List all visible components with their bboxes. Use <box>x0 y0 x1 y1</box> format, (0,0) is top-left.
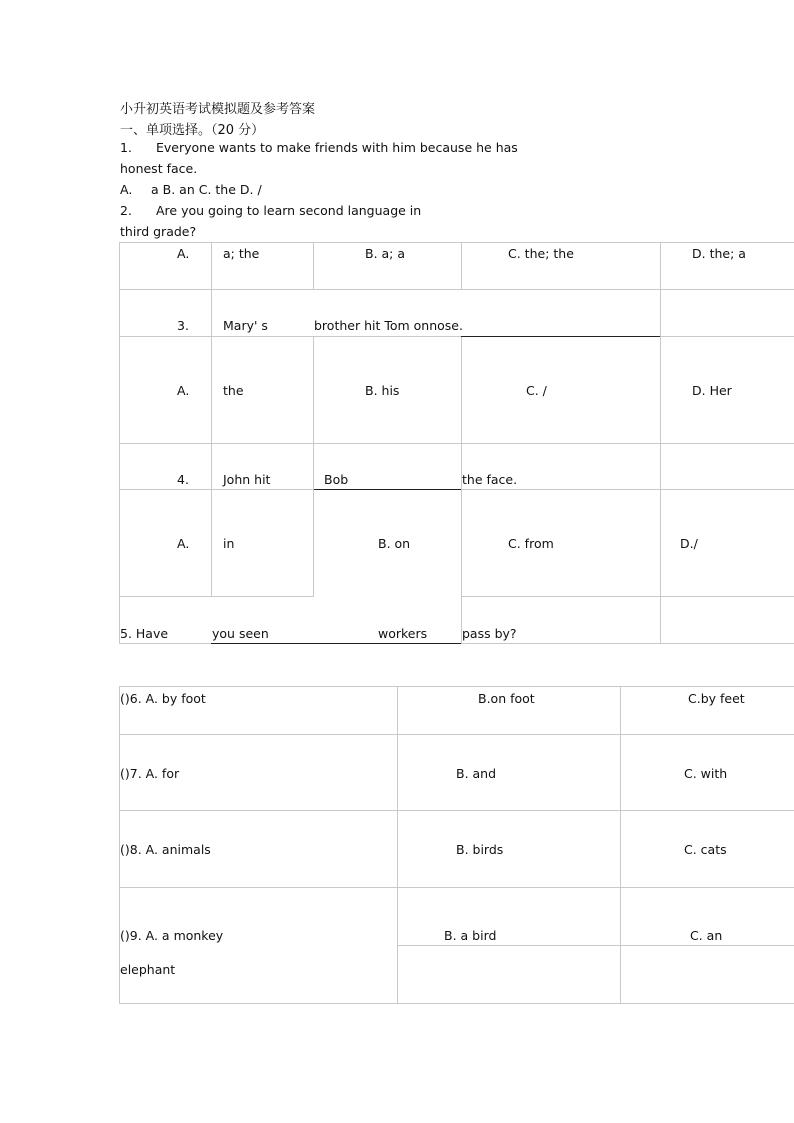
q2-option-a-label: A. <box>177 246 190 261</box>
q3-text-part1: Mary' s <box>223 318 268 333</box>
q6-option-b: B.on foot <box>478 691 535 706</box>
q9-option-a-continued: elephant <box>120 962 176 977</box>
q6-option-c: C.by feet <box>688 691 745 706</box>
q4-text-part3: the face. <box>462 472 518 487</box>
q1-options: a B. an C. the D. / <box>151 182 262 197</box>
q3-option-c: C. / <box>526 383 547 398</box>
q3-option-b: B. his <box>365 383 400 398</box>
q1-text-line1: Everyone wants to make friends with him because he has <box>156 140 518 155</box>
q5-text-part3: workers <box>378 626 428 641</box>
q8-option-b: B. birds <box>456 842 504 857</box>
q1-text-line2: honest face. <box>120 161 198 176</box>
q5-text-part1: 5. Have <box>120 626 169 641</box>
q7-option-c: C. with <box>684 766 728 781</box>
q2-option-c: C. the; the <box>508 246 574 261</box>
q4-text-part2: Bob <box>324 472 349 487</box>
document-title: 小升初英语考试模拟题及参考答案 <box>120 102 316 117</box>
q2-text-line1: Are you going to learn second language in <box>156 203 422 218</box>
q2-option-b: B. a; a <box>365 246 406 261</box>
q4-option-a-label: A. <box>177 536 190 551</box>
q5-text-part2: you seen <box>212 626 269 641</box>
q3-option-a-label: A. <box>177 383 190 398</box>
q7-option-b: B. and <box>456 766 497 781</box>
q7-option-a: ()7. A. for <box>120 766 180 781</box>
q3-number: 3. <box>177 318 189 333</box>
q2-option-d: D. the; a <box>692 246 746 261</box>
q3-text-part2: brother hit Tom onnose. <box>314 318 463 333</box>
q2-number: 2. <box>120 203 132 218</box>
q4-option-b: B. on <box>378 536 411 551</box>
q4-option-c: C. from <box>508 536 554 551</box>
q9-option-c: C. an <box>690 928 723 943</box>
q3-option-d: D. Her <box>692 383 732 398</box>
q4-option-a: in <box>223 536 235 551</box>
q2-option-a: a; the <box>223 246 260 261</box>
q8-option-a: ()8. A. animals <box>120 842 211 857</box>
q1-number: 1. <box>120 140 132 155</box>
q9-option-b: B. a bird <box>444 928 497 943</box>
q2-text-line2: third grade? <box>120 224 197 239</box>
q4-text-part1: John hit <box>223 472 271 487</box>
q6-option-a: ()6. A. by foot <box>120 691 206 706</box>
q4-option-d: D./ <box>680 536 698 551</box>
q1-option-a-label: A. <box>120 182 133 197</box>
q9-option-a: ()9. A. a monkey <box>120 928 224 943</box>
section-heading: 一、单项选择。（20 分） <box>120 123 265 138</box>
q3-option-a: the <box>223 383 244 398</box>
q4-number: 4. <box>177 472 189 487</box>
q8-option-c: C. cats <box>684 842 727 857</box>
q5-text-part4: pass by? <box>462 626 517 641</box>
